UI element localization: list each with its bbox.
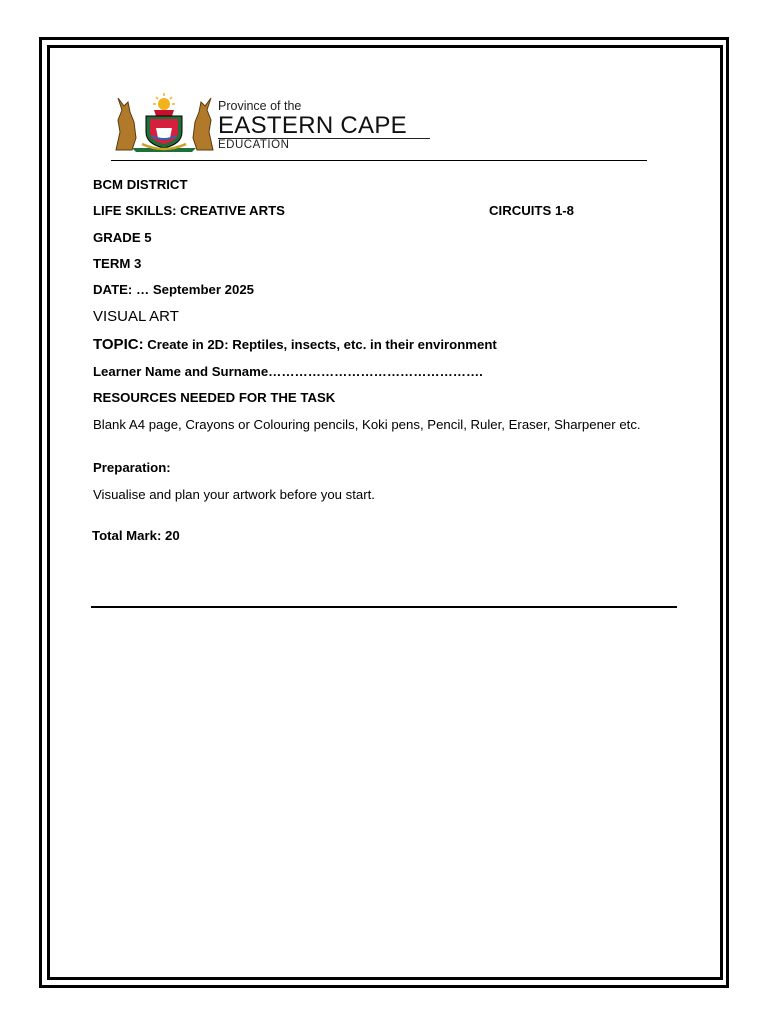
logo-province-text: Province of the (218, 99, 302, 113)
topic-line (93, 337, 497, 353)
grade-label: GRADE 5 (93, 230, 152, 245)
preparation-label: Preparation: (93, 460, 171, 475)
date-label: DATE: … September 2025 (93, 282, 254, 297)
eastern-cape-education-logo (112, 92, 432, 154)
total-mark: Total Mark: 20 (92, 528, 180, 543)
logo-education-text: EDUCATION (218, 139, 290, 151)
logo-wordmark (218, 100, 430, 152)
resources-heading: RESOURCES NEEDED FOR THE TASK (93, 390, 336, 405)
section-title: VISUAL ART (93, 308, 179, 325)
coat-of-arms-icon (112, 92, 217, 154)
district-label: BCM DISTRICT (93, 177, 188, 192)
topic-text: Create in 2D: Reptiles, insects, etc. in their environment (147, 337, 497, 352)
learner-name-field: Learner Name and Surname…………………………………………. (93, 364, 483, 379)
term-label: TERM 3 (93, 256, 142, 271)
subject-label: LIFE SKILLS: CREATIVE ARTS (93, 203, 285, 218)
section-divider (91, 606, 677, 608)
resources-text: Blank A4 page, Crayons or Colouring pencils, Koki pens, Pencil, Ruler, Eraser, Sharpener etc. (93, 417, 641, 432)
header-divider (111, 160, 647, 161)
circuits-label: CIRCUITS 1-8 (489, 203, 574, 218)
logo-eastern-cape-text: EASTERN CAPE (218, 112, 407, 139)
topic-label: TOPIC: (93, 336, 144, 353)
preparation-text: Visualise and plan your artwork before you start. (93, 487, 375, 502)
